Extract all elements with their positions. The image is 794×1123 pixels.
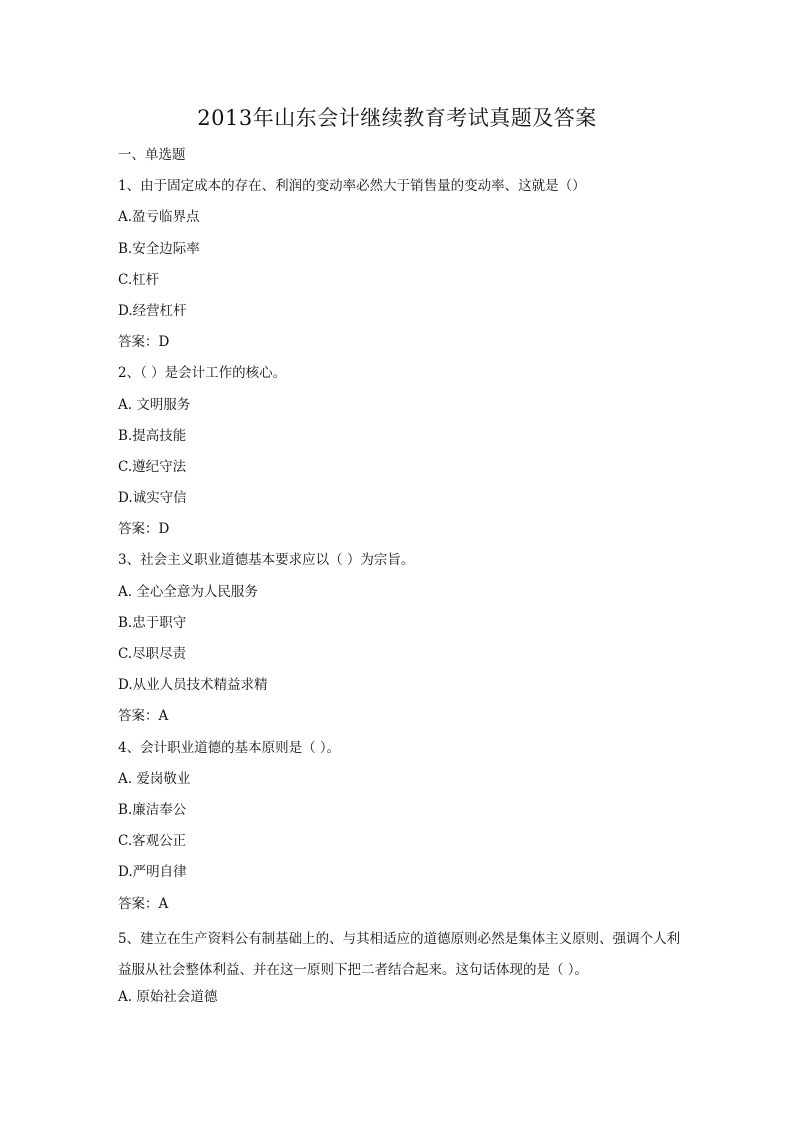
question-option: B.安全边际率: [118, 240, 200, 257]
question-option: B.忠于职守: [118, 614, 187, 631]
answer-line: 答案：D: [118, 334, 170, 351]
question-option: B.廉洁奉公: [118, 801, 187, 818]
question-option: C.尽职尽责: [118, 646, 187, 662]
question-option: C.客观公正: [118, 833, 187, 850]
question-option: D.经营杠杆: [118, 302, 187, 319]
question-stem: 3、社会主义职业道德基本要求应以（ ）为宗旨。: [118, 552, 415, 569]
question-option: A. 全心全意为人民服务: [118, 583, 258, 600]
answer-line: 答案：D: [118, 521, 170, 538]
question-option: C.遵纪守法: [118, 458, 187, 475]
question-option: A. 原始社会道德: [118, 989, 218, 1006]
document-title: 2013年山东会计继续教育考试真题及答案: [197, 106, 597, 130]
question-stem: 4、会计职业道德的基本原则是（ ）。: [118, 739, 341, 756]
document-body: [118, 144, 688, 1017]
question-option: A. 文明服务: [118, 396, 191, 413]
question-option: D.诚实守信: [118, 490, 187, 507]
question-stem: 5、建立在生产资料公有制基础上的、与其相适应的道德原则必然是集体主义原则、强调个人利益服从社会整体利益、并在这一原则下把二者结合起来。这句话体现的是（ ）。: [118, 930, 681, 978]
question-option: C.杠杆: [118, 271, 160, 288]
question-option: A. 爱岗敬业: [118, 770, 191, 787]
question-stem: 1、由于固定成本的存在、利润的变动率必然大于销售量的变动率、这就是（）: [118, 178, 586, 195]
question-option: A.盈亏临界点: [118, 209, 200, 226]
answer-line: 答案：A: [118, 895, 169, 912]
section-heading: 一、单选题: [118, 147, 186, 163]
question-option: B.提高技能: [118, 427, 187, 444]
question-option: D.从业人员技术精益求精: [118, 677, 268, 694]
answer-line: 答案：A: [118, 708, 169, 725]
question-option: D.严明自律: [118, 864, 187, 881]
question-stem: 2、（ ）是会计工作的核心。: [118, 365, 287, 382]
